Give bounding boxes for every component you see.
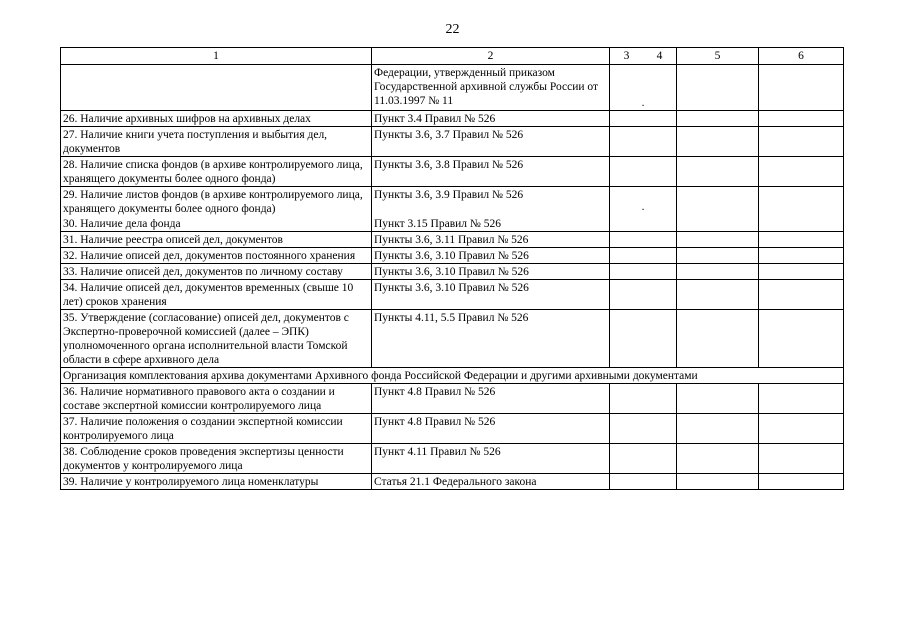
mark-cell	[610, 384, 677, 414]
table-row	[61, 187, 844, 217]
basis-cell: Пункты 3.6, 3.11 Правил № 526	[372, 232, 610, 248]
basis-cell: Пункт 4.11 Правил № 526	[372, 444, 610, 474]
table-row	[61, 111, 844, 127]
mark-cell	[759, 248, 844, 264]
mark-cell	[677, 444, 759, 474]
header-col-6: 6	[759, 48, 844, 65]
mark-cell	[759, 187, 844, 232]
mark-cell	[759, 232, 844, 248]
section-title: Организация комплектования архива документами Архивного фонда Российской Федерации и другими архивными документами	[61, 368, 844, 384]
mark-cell	[677, 187, 759, 232]
mark-cell	[610, 157, 677, 187]
basis-cell: Пункты 3.6, 3.10 Правил № 526	[372, 280, 610, 310]
basis-cell: Пункт 3.4 Правил № 526	[372, 111, 610, 127]
mark-cell	[610, 414, 677, 444]
table-row	[61, 157, 844, 187]
mark-cell	[677, 414, 759, 444]
mark-cell	[610, 187, 677, 232]
mark-cell	[677, 310, 759, 368]
basis-cell: Пункты 3.6, 3.8 Правил № 526	[372, 157, 610, 187]
requirement-cell: 39. Наличие у контролируемого лица номенклатуры	[61, 474, 372, 490]
mark-cell	[759, 474, 844, 490]
basis-cell: Пункты 4.11, 5.5 Правил № 526	[372, 310, 610, 368]
mark-cell	[759, 127, 844, 157]
basis-cell: Федерации, утвержденный приказом Государственной архивной службы России от 11.03.1997 № 11	[372, 65, 610, 111]
requirement-cell: 37. Наличие положения о создании экспертной комиссии контролируемого лица	[61, 414, 372, 444]
mark-cell	[677, 157, 759, 187]
requirement-cell: 34. Наличие описей дел, документов временных (свыше 10 лет) сроков хранения	[61, 280, 372, 310]
checklist-table	[60, 47, 844, 490]
table-row	[61, 414, 844, 444]
table-row	[61, 127, 844, 157]
table-row	[61, 232, 844, 248]
mark-cell	[759, 414, 844, 444]
requirement-cell: 27. Наличие книги учета поступления и выбытия дел, документов	[61, 127, 372, 157]
table-row	[61, 310, 844, 368]
mark-cell	[759, 157, 844, 187]
mark-cell	[677, 384, 759, 414]
mark-cell	[610, 280, 677, 310]
mark-cell	[759, 280, 844, 310]
basis-cell: Пункт 4.8 Правил № 526	[372, 384, 610, 414]
mark-cell	[759, 310, 844, 368]
mark-cell	[610, 232, 677, 248]
continuation-row	[61, 65, 844, 111]
section-header-row	[61, 368, 844, 384]
requirement-cell: 31. Наличие реестра описей дел, документов	[61, 232, 372, 248]
requirement-cell: 32. Наличие описей дел, документов постоянного хранения	[61, 248, 372, 264]
table-row	[61, 444, 844, 474]
mark-cell	[677, 280, 759, 310]
basis-cell: Пункт 4.8 Правил № 526	[372, 414, 610, 444]
mark-cell	[677, 65, 759, 111]
requirement-cell: 35. Утверждение (согласование) описей дел, документов с Экспертно-проверочной комиссией (далее – ЭПК) уполномоченного органа исполнительной власти Томской области в сфере архивного дела	[61, 310, 372, 368]
header-col-2: 2	[372, 48, 610, 65]
requirement-cell: 26. Наличие архивных шифров на архивных делах	[61, 111, 372, 127]
requirement-cell	[61, 65, 372, 111]
mark-cell	[610, 474, 677, 490]
mark-cell	[759, 264, 844, 280]
mark-cell	[759, 444, 844, 474]
header-col-5: 5	[677, 48, 759, 65]
mark-cell	[677, 264, 759, 280]
table-header-row	[61, 48, 844, 65]
basis-cell: Пункты 3.6, 3.7 Правил № 526	[372, 127, 610, 157]
requirement-cell: 30. Наличие дела фонда	[61, 216, 372, 232]
requirement-cell: 33. Наличие описей дел, документов по личному составу	[61, 264, 372, 280]
basis-cell: Пункт 3.15 Правил № 526	[372, 216, 610, 232]
requirement-cell: 29. Наличие листов фондов (в архиве контролируемого лица, хранящего документы более одного фонда)	[61, 187, 372, 217]
mark-cell	[610, 444, 677, 474]
mark-cell	[677, 474, 759, 490]
basis-cell: Пункты 3.6, 3.10 Правил № 526	[372, 264, 610, 280]
basis-cell: Статья 21.1 Федерального закона	[372, 474, 610, 490]
basis-cell: Пункты 3.6, 3.9 Правил № 526	[372, 187, 610, 217]
table-row	[61, 280, 844, 310]
mark-cell	[610, 127, 677, 157]
mark-cell	[677, 127, 759, 157]
basis-cell: Пункты 3.6, 3.10 Правил № 526	[372, 248, 610, 264]
mark-cell	[759, 111, 844, 127]
header-col-3-4	[610, 48, 677, 65]
mark-cell	[677, 248, 759, 264]
mark-cell	[677, 111, 759, 127]
requirement-cell: 36. Наличие нормативного правового акта о создании и составе экспертной комиссии контролируемого лица	[61, 384, 372, 414]
mark-cell	[610, 310, 677, 368]
header-col-1: 1	[61, 48, 372, 65]
mark-cell	[677, 232, 759, 248]
mark-cell	[610, 264, 677, 280]
requirement-cell: 38. Соблюдение сроков проведения экспертизы ценности документов у контролируемого лица	[61, 444, 372, 474]
mark-cell	[759, 65, 844, 111]
table-row	[61, 384, 844, 414]
table-row	[61, 474, 844, 490]
mark-dot: ·	[641, 203, 645, 216]
requirement-cell: 28. Наличие списка фондов (в архиве контролируемого лица, хранящего документы более одного фонда)	[61, 157, 372, 187]
page-number: 22	[445, 22, 460, 37]
mark-cell	[610, 111, 677, 127]
header-col-3: 3	[623, 50, 630, 62]
mark-cell	[759, 384, 844, 414]
header-col-4: 4	[656, 50, 663, 62]
mark-cell: ·	[610, 65, 677, 111]
table-row	[61, 248, 844, 264]
mark-cell	[610, 248, 677, 264]
table-row	[61, 264, 844, 280]
